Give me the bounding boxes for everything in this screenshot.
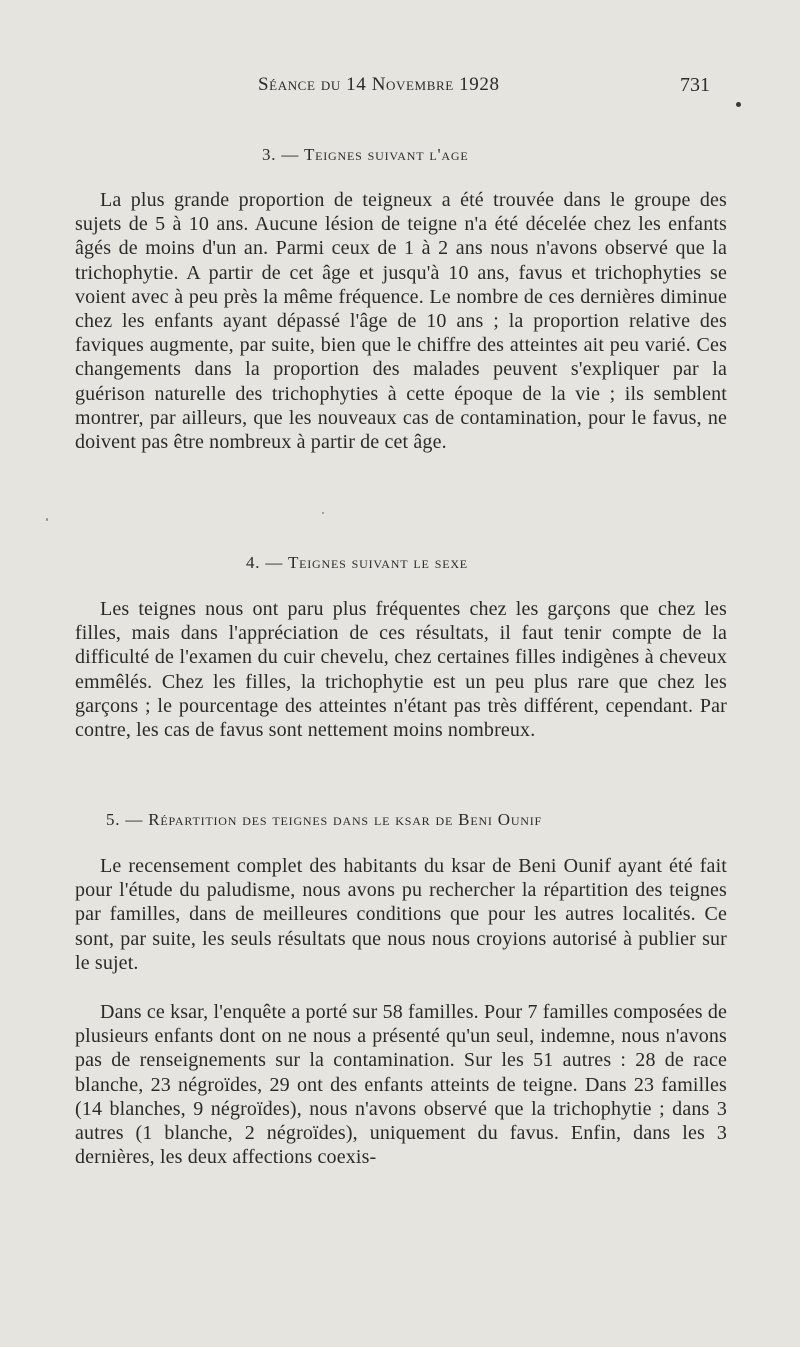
scan-speck: [46, 518, 48, 521]
section-heading-5: 5. — Répartition des teignes dans le ksar de Beni Ounif: [106, 810, 543, 829]
running-head: [0, 74, 800, 104]
section-heading-4: 4. — Teignes suivant le sexe: [246, 553, 468, 572]
section-3-paragraph: La plus grande proportion de teigneux a été trouvée dans le groupe des sujets de 5 à 10 ans. Aucune lésion de teigne n'a été décelée chez les enfants âgés de moins d'un an. Parmi ceux de 1 à 2 ans nous n'avons observé que la trichophytie. A partir de cet âge et jusqu'à 10 ans, favus et trichophyties se voient avec à peu près la même fréquence. Le nombre de ces dernières diminue chez les enfants ayant dépassé l'âge de 10 ans ; la proportion relative des faviques augmente, par suite, bien que le chiffre des atteintes ait peu varié. Ces changements dans la proportion des malades peuvent s'expliquer par la guérison naturelle des trichophyties à cette époque de la vie ; ils semblent montrer, par ailleurs, que les nouveaux cas de contamination, pour le favus, ne doivent pas être nombreux à partir de cet âge.: [75, 189, 727, 454]
running-title: Séance du 14 Novembre 1928: [258, 74, 500, 95]
scan-speck: [736, 102, 741, 107]
section-5-paragraph-2: Dans ce ksar, l'enquête a porté sur 58 familles. Pour 7 familles composées de plusieurs enfants dont on ne nous a présenté qu'un seul, indemne, nous n'avons pas de renseignements sur la contamination. Sur les 51 autres : 28 de race blanche, 23 négroïdes, 29 ont des enfants atteints de teigne. Dans 23 familles (14 blanches, 9 négroïdes), nous n'avons observé que la trichophytie ; dans 3 autres (1 blanche, 2 négroïdes), uniquement du favus. Enfin, dans les 3 dernières, les deux affections coexis-: [75, 1001, 727, 1169]
section-5-paragraph-1: Le recensement complet des habitants du ksar de Beni Ounif ayant été fait pour l'étude du paludisme, nous avons pu rechercher la répartition des teignes par familles, dans de meilleures conditions que pour les autres localités. Ce sont, par suite, les seuls résultats que nous nous croyions autorisé à publier sur le sujet.: [75, 855, 727, 974]
page-number: 731: [680, 74, 710, 96]
section-heading-3: 3. — Teignes suivant l'age: [262, 145, 469, 164]
scan-speck: [322, 512, 324, 514]
section-4-paragraph: Les teignes nous ont paru plus fréquentes chez les garçons que chez les filles, mais dans l'appréciation de ces résultats, il faut tenir compte de la difficulté de l'examen du cuir chevelu, chez certaines filles indigènes à cheveux emmêlés. Chez les filles, la trichophytie est un peu plus rare que chez les garçons ; le pourcentage des atteintes n'étant pas très différent, cependant. Par contre, les cas de favus sont nettement moins nombreux.: [75, 598, 727, 742]
